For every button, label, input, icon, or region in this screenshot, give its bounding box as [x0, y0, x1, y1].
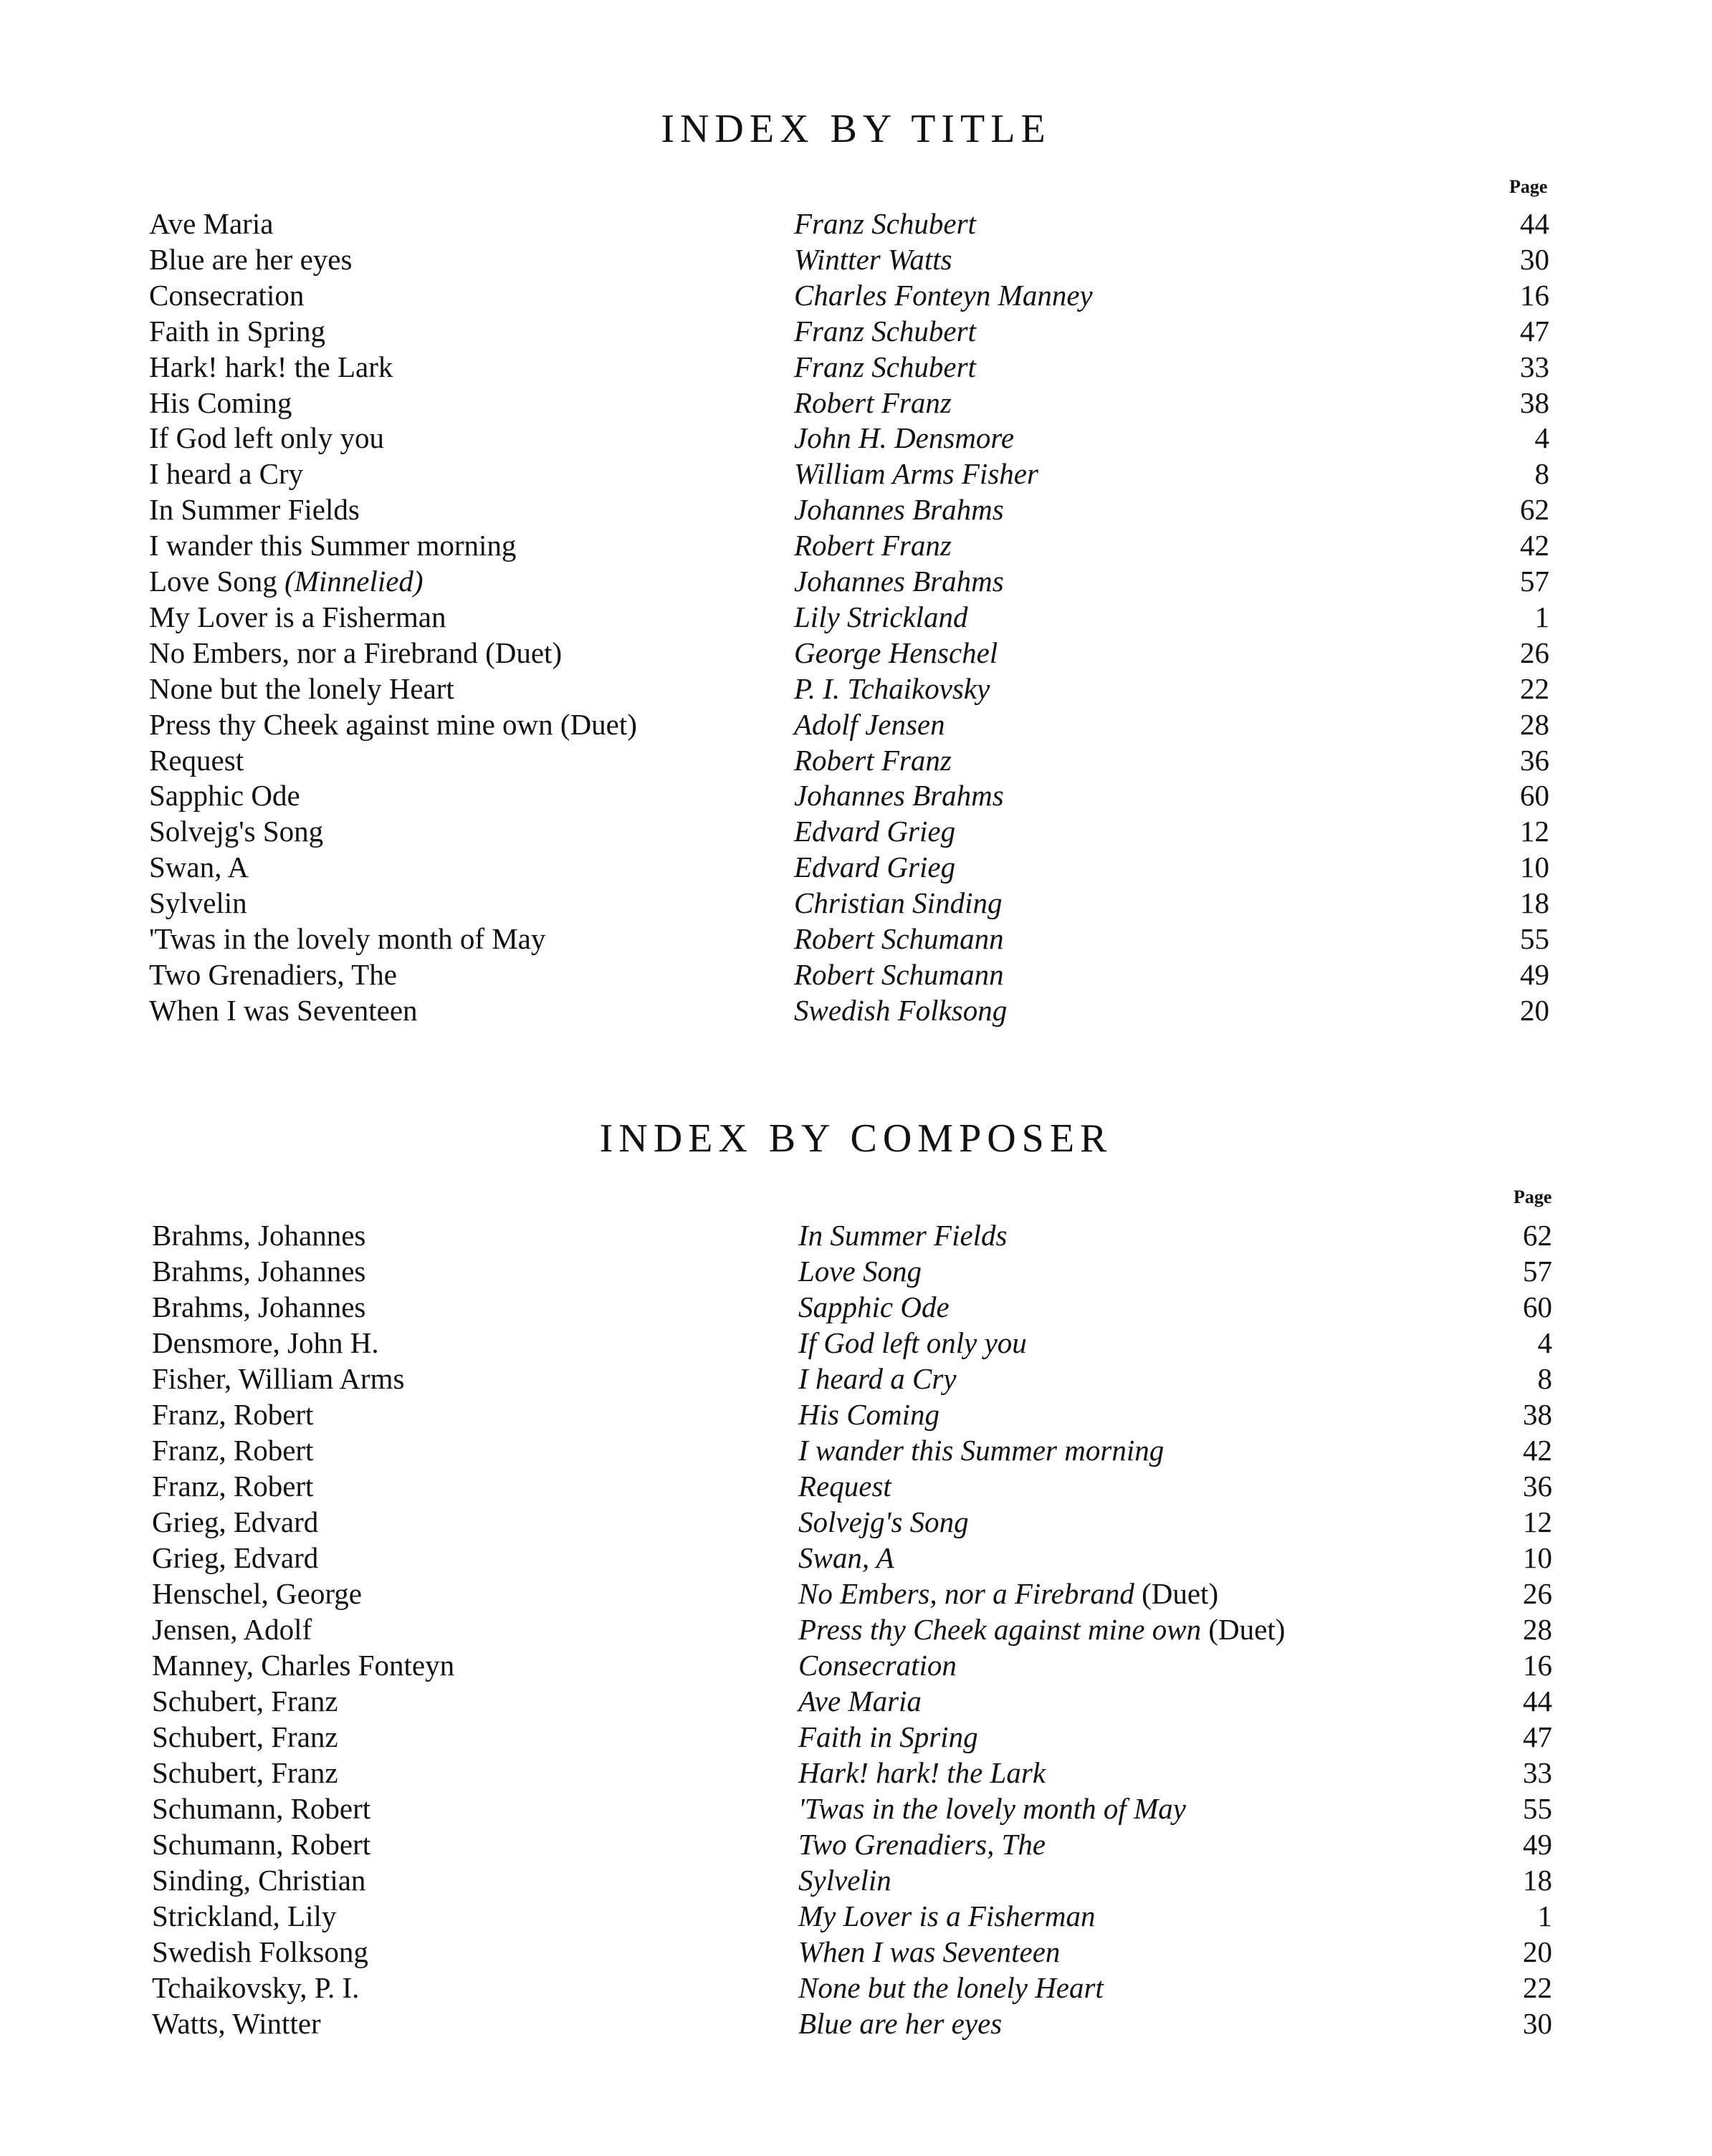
composer-name	[152, 1433, 313, 1467]
song-title-text: His Coming	[149, 385, 292, 419]
song-title	[798, 1720, 978, 1754]
composer-name	[794, 957, 1004, 992]
page-number: 33	[1523, 1756, 1552, 1789]
composer-name-text: John H. Densmore	[794, 421, 1015, 455]
composer-name-text: Brahms, Johannes	[152, 1255, 366, 1288]
song-title-text: Ave Maria	[149, 207, 274, 240]
composer-name	[794, 636, 998, 670]
page-number: 18	[1520, 886, 1549, 920]
composer-name-text: Schubert, Franz	[152, 1720, 338, 1753]
index-row	[0, 278, 1712, 314]
composer-name-text: Franz Schubert	[794, 207, 976, 240]
page-number: 22	[1520, 671, 1549, 705]
index-row	[0, 993, 1712, 1029]
song-title	[149, 456, 303, 491]
page-number: 20	[1520, 993, 1549, 1027]
song-title	[149, 206, 273, 241]
composer-name	[152, 1576, 362, 1611]
index-row	[0, 242, 1712, 278]
composer-name-text: Henschel, George	[152, 1577, 362, 1610]
composer-name	[794, 278, 1093, 312]
composer-name	[152, 1397, 313, 1432]
composer-name	[152, 1720, 338, 1754]
index-by-composer-heading: INDEX BY COMPOSER	[599, 1116, 1113, 1161]
composer-name	[152, 1791, 370, 1826]
page-number: 62	[1520, 493, 1549, 527]
composer-name-text: Franz, Robert	[152, 1434, 314, 1467]
page-number: 10	[1523, 1541, 1552, 1574]
song-title-text: Sylvelin	[798, 1864, 891, 1897]
index-row	[0, 850, 1712, 886]
page-number: 4	[1534, 421, 1549, 455]
song-title-text: Sapphic Ode	[149, 779, 300, 813]
composer-name-text: Fisher, William Arms	[152, 1362, 405, 1395]
page-number: 36	[1520, 743, 1549, 777]
song-title-text: No Embers, nor a Firebrand (Duet)	[149, 636, 563, 669]
composer-name-text: Densmore, John H.	[152, 1326, 379, 1359]
song-title-text: Solvejg's Song	[149, 815, 324, 848]
song-title-text: Blue are her eyes	[149, 242, 353, 276]
index-row	[0, 1863, 1712, 1899]
index-row	[0, 456, 1712, 492]
page-number: 26	[1520, 636, 1549, 669]
page-number: 49	[1523, 1828, 1552, 1861]
page-number: 44	[1523, 1685, 1552, 1717]
song-title	[798, 1684, 922, 1718]
song-title	[149, 385, 292, 420]
song-title	[149, 957, 397, 992]
composer-name-text: Johannes Brahms	[794, 779, 1004, 813]
composer-name	[794, 707, 945, 742]
song-title-text: When I was Seventeen	[149, 993, 418, 1027]
composer-name	[794, 993, 1007, 1027]
index-row	[0, 1541, 1712, 1576]
song-title-text: Press thy Cheek against mine own (Duet)	[149, 707, 637, 741]
song-title-text: Solvejg's Song	[798, 1505, 969, 1538]
song-title-text: Two Grenadiers, The	[149, 957, 397, 991]
index-row	[0, 1755, 1712, 1791]
composer-name	[794, 743, 952, 777]
composer-name	[152, 1326, 379, 1360]
page-number: 55	[1520, 922, 1549, 955]
song-title	[798, 1863, 891, 1897]
song-title	[798, 1827, 1046, 1862]
composer-name	[794, 564, 1004, 598]
index-row	[0, 1433, 1712, 1469]
song-title	[149, 886, 247, 920]
index-row	[0, 1218, 1712, 1254]
composer-name	[794, 600, 968, 634]
index-row	[0, 1720, 1712, 1755]
page-number: 60	[1520, 779, 1549, 813]
page-number: 30	[1523, 2007, 1552, 2040]
page-number: 36	[1523, 1470, 1552, 1503]
song-title-text: Swan, A	[149, 851, 249, 884]
song-title-text: None but the lonely Heart	[798, 1971, 1104, 2004]
composer-name	[794, 528, 952, 562]
index-row	[0, 1505, 1712, 1541]
composer-name-text: Robert Schumann	[794, 922, 1004, 955]
composer-name	[152, 1469, 313, 1503]
song-title	[149, 814, 323, 848]
song-title	[798, 2006, 1002, 2041]
song-title-text: Hark! hark! the Lark	[798, 1756, 1046, 1789]
song-title-text: My Lover is a Fisherman	[798, 1899, 1096, 1932]
composer-name	[152, 1970, 359, 2005]
page-number: 57	[1523, 1255, 1552, 1288]
composer-name	[152, 1899, 336, 1933]
page-number: 33	[1520, 350, 1549, 383]
song-title	[798, 1541, 894, 1575]
song-title-text: Hark! hark! the Lark	[149, 350, 393, 383]
index-row	[0, 421, 1712, 456]
composer-name	[794, 850, 955, 884]
song-title-text: My Lover is a Fisherman	[149, 600, 446, 633]
composer-name	[152, 1290, 365, 1324]
composer-name-text: Adolf Jensen	[794, 707, 945, 741]
song-title-text: No Embers, nor a Firebrand	[798, 1577, 1142, 1610]
index-row	[0, 600, 1712, 636]
song-title	[149, 314, 325, 348]
index-by-title-heading: INDEX BY TITLE	[661, 107, 1051, 151]
song-title	[149, 492, 360, 527]
composer-name-text: Brahms, Johannes	[152, 1290, 366, 1323]
composer-name-text: Schumann, Robert	[152, 1828, 371, 1861]
index-row	[0, 778, 1712, 814]
index-row	[0, 564, 1712, 600]
composer-name	[152, 1505, 318, 1539]
page-number: 57	[1520, 565, 1549, 598]
page-number: 20	[1523, 1935, 1552, 1968]
index-row	[0, 492, 1712, 528]
index-row	[0, 1361, 1712, 1397]
page-number: 42	[1520, 529, 1549, 562]
page-number: 22	[1523, 1971, 1552, 2004]
song-title-text: If God left only you	[798, 1326, 1027, 1359]
composer-name	[152, 1827, 370, 1862]
song-title-text: His Coming	[798, 1398, 940, 1431]
composer-name-text: Robert Franz	[794, 743, 952, 777]
index-row	[0, 743, 1712, 779]
song-title	[798, 1361, 957, 1396]
index-row	[0, 1648, 1712, 1684]
song-title-text: In Summer Fields	[798, 1219, 1008, 1252]
song-title	[149, 707, 637, 742]
song-title-text: 'Twas in the lovely month of May	[149, 922, 546, 955]
composer-name-text: Charles Fonteyn Manney	[794, 278, 1093, 312]
song-title	[798, 1791, 1186, 1826]
page-number: 8	[1537, 1362, 1552, 1395]
composer-name	[794, 492, 1004, 527]
composer-name-text: William Arms Fisher	[794, 457, 1038, 491]
composer-name-text: Franz, Robert	[152, 1398, 314, 1431]
song-title-text: Faith in Spring	[798, 1720, 978, 1753]
index-row	[0, 1576, 1712, 1612]
composer-name-text: Grieg, Edvard	[152, 1505, 319, 1538]
page-number: 1	[1534, 600, 1549, 633]
index-row	[0, 1612, 1712, 1648]
song-title	[149, 564, 424, 598]
song-title	[149, 671, 454, 706]
composer-name-text: George Henschel	[794, 636, 998, 669]
song-title	[149, 600, 446, 634]
song-title	[798, 1290, 950, 1324]
composer-name	[152, 1361, 404, 1396]
composer-name-text: Franz Schubert	[794, 314, 976, 348]
composer-name-text: Manney, Charles Fonteyn	[152, 1649, 455, 1682]
index-row	[0, 671, 1712, 707]
index-row	[0, 350, 1712, 385]
composer-name	[794, 421, 1014, 455]
composer-name-text: P. I. Tchaikovsky	[794, 671, 990, 705]
song-title	[149, 921, 545, 956]
composer-name	[152, 1254, 365, 1288]
song-title	[149, 993, 418, 1027]
composer-name-text: Watts, Wintter	[152, 2007, 321, 2040]
page-number: 8	[1534, 457, 1549, 491]
page-number: 42	[1523, 1434, 1552, 1467]
composer-name	[152, 1935, 368, 1969]
page-number: 38	[1520, 385, 1549, 419]
song-title	[798, 1935, 1060, 1969]
page-number: 55	[1523, 1792, 1552, 1825]
index-row	[0, 1935, 1712, 1970]
composer-name	[152, 1612, 312, 1647]
page-number: 28	[1520, 707, 1549, 741]
page-number: 12	[1520, 815, 1549, 848]
song-title-text: Faith in Spring	[149, 314, 326, 348]
composer-name-text: Grieg, Edvard	[152, 1541, 319, 1574]
index-row	[0, 886, 1712, 921]
composer-name-text: Christian Sinding	[794, 886, 1003, 920]
song-title-text: I heard a Cry	[798, 1362, 957, 1395]
page-number: 49	[1520, 957, 1549, 991]
song-title	[798, 1755, 1046, 1790]
composer-name-text: Strickland, Lily	[152, 1899, 337, 1932]
index-row	[0, 1684, 1712, 1720]
index-row	[0, 2006, 1712, 2042]
index-row	[0, 957, 1712, 993]
composer-name-text: Robert Schumann	[794, 957, 1004, 991]
song-title-text: I wander this Summer morning	[149, 529, 517, 562]
composer-name-text: Franz, Robert	[152, 1470, 314, 1503]
composer-name	[794, 921, 1004, 956]
page-number: 18	[1523, 1864, 1552, 1897]
song-title-text: I heard a Cry	[149, 457, 304, 491]
composer-index-page-column-label: Page	[1513, 1187, 1552, 1207]
composer-name	[794, 314, 976, 348]
composer-name-text: Johannes Brahms	[794, 565, 1004, 598]
title-index-page-column-label: Page	[1509, 176, 1548, 197]
composer-name-text: Schumann, Robert	[152, 1792, 371, 1825]
composer-name	[794, 242, 952, 277]
song-title-note: (Minnelied)	[284, 565, 424, 598]
song-title-text: Blue are her eyes	[798, 2007, 1003, 2040]
song-title-note: (Duet)	[1208, 1613, 1286, 1646]
composer-name	[152, 1648, 454, 1682]
index-row	[0, 385, 1712, 421]
composer-name-text: Brahms, Johannes	[152, 1219, 366, 1252]
page-number: 38	[1523, 1398, 1552, 1431]
composer-name	[794, 814, 955, 848]
song-title-text: Two Grenadiers, The	[798, 1828, 1046, 1861]
composer-name	[794, 456, 1038, 491]
composer-name	[152, 1218, 365, 1252]
page-number: 10	[1520, 851, 1549, 884]
composer-name-text: Tchaikovsky, P. I.	[152, 1971, 360, 2004]
index-row	[0, 1899, 1712, 1935]
composer-name-text: Wintter Watts	[794, 242, 952, 276]
song-title	[149, 242, 352, 277]
composer-name-text: Jensen, Adolf	[152, 1613, 312, 1646]
song-title-text: Sylvelin	[149, 886, 247, 920]
composer-name	[794, 350, 976, 384]
song-title-text: In Summer Fields	[149, 493, 360, 527]
index-row	[0, 636, 1712, 671]
song-title	[798, 1397, 939, 1432]
composer-name-text: Lily Strickland	[794, 600, 968, 633]
composer-name	[152, 1684, 338, 1718]
composer-name	[794, 778, 1004, 813]
page-number: 1	[1537, 1899, 1552, 1932]
song-title	[798, 1612, 1285, 1647]
index-row	[0, 921, 1712, 957]
index-row	[0, 206, 1712, 242]
song-title-text: Ave Maria	[798, 1685, 922, 1717]
song-title	[798, 1433, 1164, 1467]
composer-name	[152, 1863, 365, 1897]
page-number: 26	[1523, 1577, 1552, 1610]
song-title-text: Sapphic Ode	[798, 1290, 950, 1323]
song-title	[149, 743, 244, 777]
song-title-text: Request	[798, 1470, 891, 1503]
song-title-text: Consecration	[149, 278, 305, 312]
index-row	[0, 1326, 1712, 1361]
index-row	[0, 528, 1712, 564]
composer-name	[794, 385, 952, 420]
song-title	[798, 1218, 1008, 1252]
page-number: 62	[1523, 1219, 1552, 1252]
page-number: 16	[1520, 278, 1549, 312]
song-title-text: Swan, A	[798, 1541, 894, 1574]
page-number: 47	[1523, 1720, 1552, 1753]
song-title	[798, 1899, 1096, 1933]
song-title	[798, 1326, 1027, 1360]
song-title	[798, 1254, 922, 1288]
song-title-text: If God left only you	[149, 421, 384, 455]
song-title	[149, 636, 562, 670]
page-number: 44	[1520, 207, 1549, 240]
composer-name-text: Sinding, Christian	[152, 1864, 366, 1897]
composer-name-text: Robert Franz	[794, 529, 952, 562]
page-number: 12	[1523, 1505, 1552, 1538]
composer-name-text: Edvard Grieg	[794, 851, 956, 884]
song-title-text: I wander this Summer morning	[798, 1434, 1165, 1467]
composer-name-text: Swedish Folksong	[152, 1935, 368, 1968]
index-row	[0, 707, 1712, 743]
song-title-text: Consecration	[798, 1649, 957, 1682]
composer-name	[152, 1755, 338, 1790]
page-number: 30	[1520, 242, 1549, 276]
index-row	[0, 1970, 1712, 2006]
page-number: 4	[1537, 1326, 1552, 1359]
composer-name-text: Robert Franz	[794, 385, 952, 419]
index-row	[0, 1791, 1712, 1827]
page-number: 28	[1523, 1613, 1552, 1646]
index-row	[0, 1397, 1712, 1433]
composer-name-text: Edvard Grieg	[794, 815, 956, 848]
song-title	[149, 350, 393, 384]
composer-name-text: Schubert, Franz	[152, 1756, 338, 1789]
composer-name-text: Swedish Folksong	[794, 993, 1008, 1027]
page-number: 60	[1523, 1290, 1552, 1323]
song-title	[798, 1648, 957, 1682]
composer-name-text: Johannes Brahms	[794, 493, 1004, 527]
composer-name-text: Schubert, Franz	[152, 1685, 338, 1717]
song-title	[798, 1970, 1104, 2005]
composer-name	[794, 886, 1002, 920]
page-number: 16	[1523, 1649, 1552, 1682]
song-title-text: When I was Seventeen	[798, 1935, 1061, 1968]
index-row	[0, 314, 1712, 350]
song-title-text: Love Song	[149, 565, 285, 598]
song-title-text: Request	[149, 743, 244, 777]
song-title	[149, 421, 384, 455]
index-row	[0, 814, 1712, 850]
index-row	[0, 1290, 1712, 1326]
composer-name	[152, 1541, 318, 1575]
song-title	[798, 1505, 969, 1539]
song-title-text: Love Song	[798, 1255, 922, 1288]
composer-name	[152, 2006, 321, 2041]
song-title	[149, 528, 516, 562]
composer-name-text: Franz Schubert	[794, 350, 976, 383]
composer-name	[794, 671, 990, 706]
song-title	[798, 1576, 1218, 1611]
song-title	[149, 778, 300, 813]
song-title	[149, 850, 249, 884]
page-number: 47	[1520, 314, 1549, 348]
song-title-text: 'Twas in the lovely month of May	[798, 1792, 1186, 1825]
index-row	[0, 1254, 1712, 1290]
index-row	[0, 1469, 1712, 1505]
song-title-text: Press thy Cheek against mine own	[798, 1613, 1209, 1646]
song-title	[798, 1469, 891, 1503]
song-title-note: (Duet)	[1142, 1577, 1219, 1610]
song-title	[149, 278, 304, 312]
composer-name	[794, 206, 976, 241]
song-title-text: None but the lonely Heart	[149, 671, 454, 705]
index-row	[0, 1827, 1712, 1863]
